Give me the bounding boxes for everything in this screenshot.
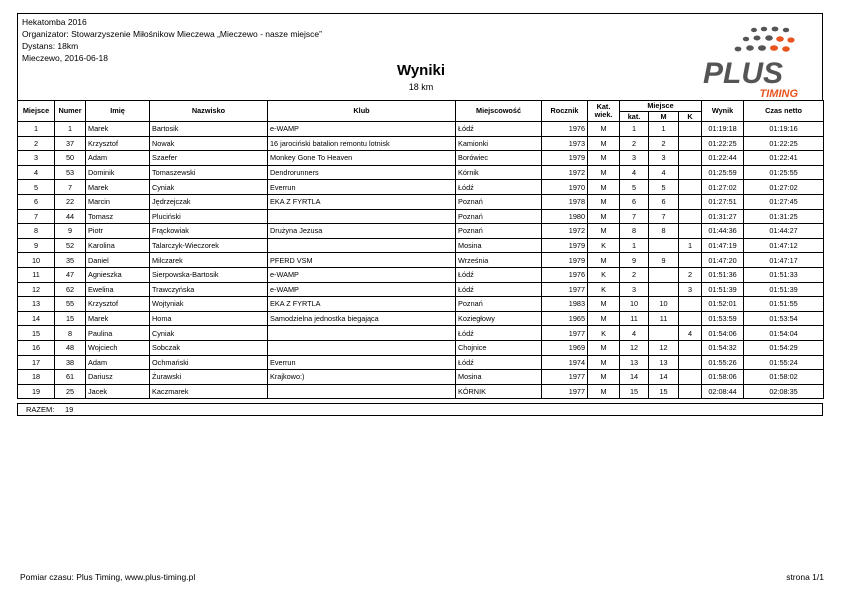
table-row xyxy=(18,194,824,209)
cell-kat: M xyxy=(588,370,620,385)
cell-k xyxy=(679,136,702,151)
cell-k xyxy=(679,384,702,399)
cell-katm: 7 xyxy=(620,209,649,224)
table-row xyxy=(18,297,824,312)
cell-imie: Wojciech xyxy=(86,340,150,355)
cell-m: 13 xyxy=(649,355,679,370)
cell-miejsce: 2 xyxy=(18,136,55,151)
cell-miejscowosc: Kamionki xyxy=(456,136,542,151)
cell-numer: 15 xyxy=(55,311,86,326)
col-miejsce-group: Miejsce xyxy=(620,101,702,112)
table-row xyxy=(18,340,824,355)
cell-nazwisko: Trawczyńska xyxy=(150,282,268,297)
cell-imie: Jacek xyxy=(86,384,150,399)
cell-rocznik: 1974 xyxy=(542,355,588,370)
cell-miejsce: 9 xyxy=(18,238,55,253)
cell-rocznik: 1970 xyxy=(542,180,588,195)
event-name: Hekatomba 2016 xyxy=(22,17,87,27)
cell-miejscowosc: Łódź xyxy=(456,122,542,137)
cell-netto: 01:22:25 xyxy=(744,136,824,151)
summary-label: RAZEM: xyxy=(26,405,55,414)
cell-wynik: 01:53:59 xyxy=(702,311,744,326)
col-kat-wiek-line2: wiek. xyxy=(594,110,613,119)
cell-nazwisko: Żurawski xyxy=(150,370,268,385)
cell-miejsce: 14 xyxy=(18,311,55,326)
cell-nazwisko: Nowak xyxy=(150,136,268,151)
cell-numer: 50 xyxy=(55,151,86,166)
cell-k xyxy=(679,180,702,195)
cell-klub xyxy=(268,384,456,399)
cell-netto: 01:44:27 xyxy=(744,224,824,239)
cell-rocznik: 1979 xyxy=(542,253,588,268)
cell-katm: 2 xyxy=(620,136,649,151)
cell-wynik: 01:54:32 xyxy=(702,340,744,355)
cell-wynik: 01:22:25 xyxy=(702,136,744,151)
cell-miejsce: 16 xyxy=(18,340,55,355)
col-nazwisko: Nazwisko xyxy=(150,101,268,122)
cell-wynik: 01:52:01 xyxy=(702,297,744,312)
cell-klub: e-WAMP xyxy=(268,122,456,137)
cell-klub: EKA Z FYRTLA xyxy=(268,194,456,209)
cell-kat: M xyxy=(588,224,620,239)
table-row xyxy=(18,384,824,399)
cell-rocznik: 1972 xyxy=(542,165,588,180)
cell-klub: Dendrorunners xyxy=(268,165,456,180)
page-number: strona 1/1 xyxy=(786,572,824,582)
cell-miejsce: 3 xyxy=(18,151,55,166)
cell-k xyxy=(679,194,702,209)
cell-k xyxy=(679,165,702,180)
cell-numer: 25 xyxy=(55,384,86,399)
report-header xyxy=(17,13,823,101)
cell-wynik: 01:58:06 xyxy=(702,370,744,385)
cell-klub xyxy=(268,340,456,355)
cell-wynik: 01:22:44 xyxy=(702,151,744,166)
cell-m xyxy=(649,282,679,297)
footer-credit: Pomiar czasu: Plus Timing, www.plus-timing.pl xyxy=(20,572,196,582)
table-row xyxy=(18,122,824,137)
cell-kat: M xyxy=(588,297,620,312)
cell-nazwisko: Milczarek xyxy=(150,253,268,268)
cell-katm: 6 xyxy=(620,194,649,209)
table-row xyxy=(18,180,824,195)
table-row xyxy=(18,253,824,268)
cell-wynik: 01:51:36 xyxy=(702,267,744,282)
cell-kat: M xyxy=(588,384,620,399)
cell-m: 7 xyxy=(649,209,679,224)
cell-miejscowosc: Mosina xyxy=(456,238,542,253)
table-row xyxy=(18,282,824,297)
table-row xyxy=(18,136,824,151)
cell-m xyxy=(649,238,679,253)
cell-numer: 35 xyxy=(55,253,86,268)
place-date-line: Mieczewo, 2016-06-18 xyxy=(22,53,108,63)
col-k: K xyxy=(679,112,702,122)
cell-netto: 01:51:33 xyxy=(744,267,824,282)
col-rocznik: Rocznik xyxy=(542,101,588,122)
cell-kat: K xyxy=(588,326,620,341)
cell-rocznik: 1969 xyxy=(542,340,588,355)
cell-nazwisko: Bartosik xyxy=(150,122,268,137)
cell-klub: Krajkowo:) xyxy=(268,370,456,385)
table-row xyxy=(18,151,824,166)
cell-imie: Marek xyxy=(86,122,150,137)
cell-klub: Samodzielna jednostka biegająca xyxy=(268,311,456,326)
cell-k xyxy=(679,311,702,326)
cell-wynik: 01:51:39 xyxy=(702,282,744,297)
cell-nazwisko: Homa xyxy=(150,311,268,326)
cell-klub: PFERD VSM xyxy=(268,253,456,268)
cell-katm: 3 xyxy=(620,151,649,166)
cell-miejscowosc: Łódź xyxy=(456,326,542,341)
cell-wynik: 01:54:06 xyxy=(702,326,744,341)
cell-m: 9 xyxy=(649,253,679,268)
cell-nazwisko: Tomaszewski xyxy=(150,165,268,180)
cell-m: 10 xyxy=(649,297,679,312)
results-body xyxy=(18,122,824,399)
cell-nazwisko: Kaczmarek xyxy=(150,384,268,399)
cell-numer: 37 xyxy=(55,136,86,151)
cell-rocznik: 1983 xyxy=(542,297,588,312)
cell-kat: K xyxy=(588,238,620,253)
cell-nazwisko: Cyniak xyxy=(150,326,268,341)
cell-miejscowosc: Łódź xyxy=(456,282,542,297)
cell-k: 2 xyxy=(679,267,702,282)
cell-katm: 9 xyxy=(620,253,649,268)
cell-miejscowosc: Poznań xyxy=(456,224,542,239)
cell-kat: M xyxy=(588,311,620,326)
cell-m: 6 xyxy=(649,194,679,209)
cell-m: 11 xyxy=(649,311,679,326)
cell-imie: Ewelina xyxy=(86,282,150,297)
cell-numer: 38 xyxy=(55,355,86,370)
cell-netto: 01:27:02 xyxy=(744,180,824,195)
cell-k xyxy=(679,355,702,370)
cell-numer: 55 xyxy=(55,297,86,312)
cell-rocznik: 1972 xyxy=(542,224,588,239)
cell-katm: 12 xyxy=(620,340,649,355)
cell-katm: 3 xyxy=(620,282,649,297)
cell-kat: M xyxy=(588,151,620,166)
cell-miejscowosc: Koziegłowy xyxy=(456,311,542,326)
cell-wynik: 02:08:44 xyxy=(702,384,744,399)
cell-numer: 9 xyxy=(55,224,86,239)
cell-imie: Piotr xyxy=(86,224,150,239)
plus-timing-logo xyxy=(672,20,814,100)
cell-netto: 01:58:02 xyxy=(744,370,824,385)
col-numer: Numer xyxy=(55,101,86,122)
cell-k: 3 xyxy=(679,282,702,297)
cell-imie: Dominik xyxy=(86,165,150,180)
cell-imie: Marek xyxy=(86,311,150,326)
cell-m xyxy=(649,326,679,341)
cell-imie: Adam xyxy=(86,151,150,166)
cell-miejscowosc: Chojnice xyxy=(456,340,542,355)
cell-imie: Karolina xyxy=(86,238,150,253)
cell-miejsce: 4 xyxy=(18,165,55,180)
cell-m xyxy=(649,267,679,282)
cell-klub: Monkey Gone To Heaven xyxy=(268,151,456,166)
cell-rocznik: 1979 xyxy=(542,151,588,166)
cell-miejscowosc: Poznań xyxy=(456,194,542,209)
cell-miejsce: 18 xyxy=(18,370,55,385)
col-kat-wiek xyxy=(588,101,620,122)
cell-imie: Paulina xyxy=(86,326,150,341)
cell-wynik: 01:55:26 xyxy=(702,355,744,370)
col-czas-netto: Czas netto xyxy=(744,101,824,122)
distance-line: Dystans: 18km xyxy=(22,41,79,51)
cell-nazwisko: Jędrzejczak xyxy=(150,194,268,209)
cell-numer: 44 xyxy=(55,209,86,224)
cell-kat: M xyxy=(588,340,620,355)
cell-wynik: 01:44:36 xyxy=(702,224,744,239)
cell-miejscowosc: Mosina xyxy=(456,370,542,385)
cell-kat: M xyxy=(588,180,620,195)
col-kat: kat. xyxy=(620,112,649,122)
table-row xyxy=(18,165,824,180)
cell-rocznik: 1976 xyxy=(542,267,588,282)
cell-klub: Drużyna Jezusa xyxy=(268,224,456,239)
cell-netto: 01:19:16 xyxy=(744,122,824,137)
col-m: M xyxy=(649,112,679,122)
cell-miejscowosc: KÓRNIK xyxy=(456,384,542,399)
cell-netto: 01:22:41 xyxy=(744,151,824,166)
cell-imie: Krzysztof xyxy=(86,136,150,151)
cell-numer: 48 xyxy=(55,340,86,355)
cell-k xyxy=(679,370,702,385)
cell-netto: 01:47:17 xyxy=(744,253,824,268)
cell-klub xyxy=(268,209,456,224)
col-imie: Imię xyxy=(86,101,150,122)
cell-rocznik: 1979 xyxy=(542,238,588,253)
cell-netto: 01:27:45 xyxy=(744,194,824,209)
cell-m: 8 xyxy=(649,224,679,239)
cell-wynik: 01:47:20 xyxy=(702,253,744,268)
cell-numer: 1 xyxy=(55,122,86,137)
cell-rocznik: 1973 xyxy=(542,136,588,151)
cell-numer: 47 xyxy=(55,267,86,282)
cell-kat: M xyxy=(588,136,620,151)
cell-rocznik: 1977 xyxy=(542,326,588,341)
cell-m: 3 xyxy=(649,151,679,166)
cell-kat: M xyxy=(588,122,620,137)
cell-katm: 2 xyxy=(620,267,649,282)
cell-kat: M xyxy=(588,253,620,268)
cell-k xyxy=(679,209,702,224)
cell-klub: EKA Z FYRTLA xyxy=(268,297,456,312)
cell-k xyxy=(679,253,702,268)
organizer-line: Organizator: Stowarzyszenie Miłośnikow Mieczewa „Mieczewo - nasze miejsce” xyxy=(22,29,322,39)
cell-rocznik: 1977 xyxy=(542,370,588,385)
cell-miejscowosc: Łódź xyxy=(456,180,542,195)
cell-rocznik: 1977 xyxy=(542,384,588,399)
cell-miejscowosc: Borówiec xyxy=(456,151,542,166)
table-row xyxy=(18,326,824,341)
cell-miejscowosc: Kórnik xyxy=(456,165,542,180)
cell-katm: 10 xyxy=(620,297,649,312)
page-title: Wyniki xyxy=(396,62,446,79)
cell-m: 14 xyxy=(649,370,679,385)
cell-wynik: 01:25:59 xyxy=(702,165,744,180)
cell-miejsce: 6 xyxy=(18,194,55,209)
cell-m: 4 xyxy=(649,165,679,180)
cell-netto: 01:54:29 xyxy=(744,340,824,355)
cell-miejscowosc: Września xyxy=(456,253,542,268)
cell-nazwisko: Ochmański xyxy=(150,355,268,370)
cell-miejsce: 1 xyxy=(18,122,55,137)
table-row xyxy=(18,355,824,370)
cell-rocznik: 1977 xyxy=(542,282,588,297)
table-row xyxy=(18,238,824,253)
cell-katm: 11 xyxy=(620,311,649,326)
cell-kat: M xyxy=(588,355,620,370)
cell-nazwisko: Cyniak xyxy=(150,180,268,195)
cell-m: 15 xyxy=(649,384,679,399)
cell-miejscowosc: Poznań xyxy=(456,297,542,312)
cell-katm: 4 xyxy=(620,326,649,341)
cell-klub: 16 jarociński batalion remontu lotnisk xyxy=(268,136,456,151)
cell-numer: 8 xyxy=(55,326,86,341)
cell-k xyxy=(679,151,702,166)
cell-k: 1 xyxy=(679,238,702,253)
cell-nazwisko: Frąckowiak xyxy=(150,224,268,239)
cell-numer: 52 xyxy=(55,238,86,253)
cell-kat: K xyxy=(588,267,620,282)
cell-numer: 7 xyxy=(55,180,86,195)
page-subtitle: 18 km xyxy=(408,82,434,92)
cell-m: 12 xyxy=(649,340,679,355)
cell-k: 4 xyxy=(679,326,702,341)
cell-netto: 01:25:55 xyxy=(744,165,824,180)
cell-kat: M xyxy=(588,194,620,209)
results-table xyxy=(17,100,824,399)
col-wynik: Wynik xyxy=(702,101,744,122)
cell-kat: M xyxy=(588,209,620,224)
cell-numer: 22 xyxy=(55,194,86,209)
cell-nazwisko: Sobczak xyxy=(150,340,268,355)
cell-miejsce: 8 xyxy=(18,224,55,239)
col-klub: Klub xyxy=(268,101,456,122)
cell-imie: Krzysztof xyxy=(86,297,150,312)
cell-nazwisko: Sierpowska-Bartosik xyxy=(150,267,268,282)
cell-miejsce: 11 xyxy=(18,267,55,282)
cell-netto: 01:51:39 xyxy=(744,282,824,297)
cell-katm: 13 xyxy=(620,355,649,370)
cell-netto: 01:54:04 xyxy=(744,326,824,341)
col-miejsce: Miejsce xyxy=(18,101,55,122)
cell-netto: 01:53:54 xyxy=(744,311,824,326)
summary-row xyxy=(17,403,823,416)
cell-imie: Agnieszka xyxy=(86,267,150,282)
table-row xyxy=(18,209,824,224)
cell-wynik: 01:19:18 xyxy=(702,122,744,137)
cell-numer: 53 xyxy=(55,165,86,180)
cell-katm: 5 xyxy=(620,180,649,195)
cell-klub: Everrun xyxy=(268,180,456,195)
summary-count: 19 xyxy=(65,405,74,414)
table-row xyxy=(18,267,824,282)
cell-katm: 8 xyxy=(620,224,649,239)
cell-kat: M xyxy=(588,165,620,180)
cell-rocznik: 1978 xyxy=(542,194,588,209)
cell-miejsce: 12 xyxy=(18,282,55,297)
cell-rocznik: 1965 xyxy=(542,311,588,326)
cell-k xyxy=(679,224,702,239)
cell-m: 1 xyxy=(649,122,679,137)
cell-miejsce: 15 xyxy=(18,326,55,341)
cell-klub: e-WAMP xyxy=(268,267,456,282)
cell-klub xyxy=(268,326,456,341)
cell-katm: 1 xyxy=(620,122,649,137)
cell-netto: 01:51:55 xyxy=(744,297,824,312)
cell-klub: Everrun xyxy=(268,355,456,370)
cell-klub: e-WAMP xyxy=(268,282,456,297)
cell-katm: 1 xyxy=(620,238,649,253)
cell-kat: K xyxy=(588,282,620,297)
cell-numer: 62 xyxy=(55,282,86,297)
cell-katm: 4 xyxy=(620,165,649,180)
cell-klub xyxy=(268,238,456,253)
cell-rocznik: 1980 xyxy=(542,209,588,224)
cell-miejsce: 19 xyxy=(18,384,55,399)
cell-wynik: 01:27:02 xyxy=(702,180,744,195)
cell-miejscowosc: Łódź xyxy=(456,267,542,282)
table-row xyxy=(18,224,824,239)
cell-miejsce: 13 xyxy=(18,297,55,312)
cell-nazwisko: Wojtyniak xyxy=(150,297,268,312)
cell-miejscowosc: Poznań xyxy=(456,209,542,224)
cell-nazwisko: Szaefer xyxy=(150,151,268,166)
cell-numer: 61 xyxy=(55,370,86,385)
cell-wynik: 01:27:51 xyxy=(702,194,744,209)
cell-miejsce: 17 xyxy=(18,355,55,370)
cell-katm: 15 xyxy=(620,384,649,399)
cell-imie: Marek xyxy=(86,180,150,195)
cell-katm: 14 xyxy=(620,370,649,385)
table-row xyxy=(18,311,824,326)
cell-netto: 02:08:35 xyxy=(744,384,824,399)
cell-imie: Marcin xyxy=(86,194,150,209)
cell-m: 2 xyxy=(649,136,679,151)
col-kat-wiek-line1: Kat. xyxy=(596,102,611,111)
cell-imie: Adam xyxy=(86,355,150,370)
cell-wynik: 01:31:27 xyxy=(702,209,744,224)
cell-wynik: 01:47:19 xyxy=(702,238,744,253)
cell-imie: Dariusz xyxy=(86,370,150,385)
cell-netto: 01:31:25 xyxy=(744,209,824,224)
logo-timing-text: TIMING xyxy=(759,88,798,100)
cell-netto: 01:55:24 xyxy=(744,355,824,370)
cell-miejsce: 5 xyxy=(18,180,55,195)
cell-miejsce: 7 xyxy=(18,209,55,224)
cell-k xyxy=(679,340,702,355)
cell-imie: Tomasz xyxy=(86,209,150,224)
cell-nazwisko: Talarczyk-Wieczorek xyxy=(150,238,268,253)
cell-netto: 01:47:12 xyxy=(744,238,824,253)
cell-k xyxy=(679,297,702,312)
cell-k xyxy=(679,122,702,137)
cell-nazwisko: Pluciński xyxy=(150,209,268,224)
cell-rocznik: 1976 xyxy=(542,122,588,137)
logo-plus-text: PLUS xyxy=(702,57,784,90)
table-row xyxy=(18,370,824,385)
cell-imie: Daniel xyxy=(86,253,150,268)
col-miejscowosc: Miejscowość xyxy=(456,101,542,122)
cell-miejsce: 10 xyxy=(18,253,55,268)
cell-m: 5 xyxy=(649,180,679,195)
cell-miejscowosc: Łódź xyxy=(456,355,542,370)
